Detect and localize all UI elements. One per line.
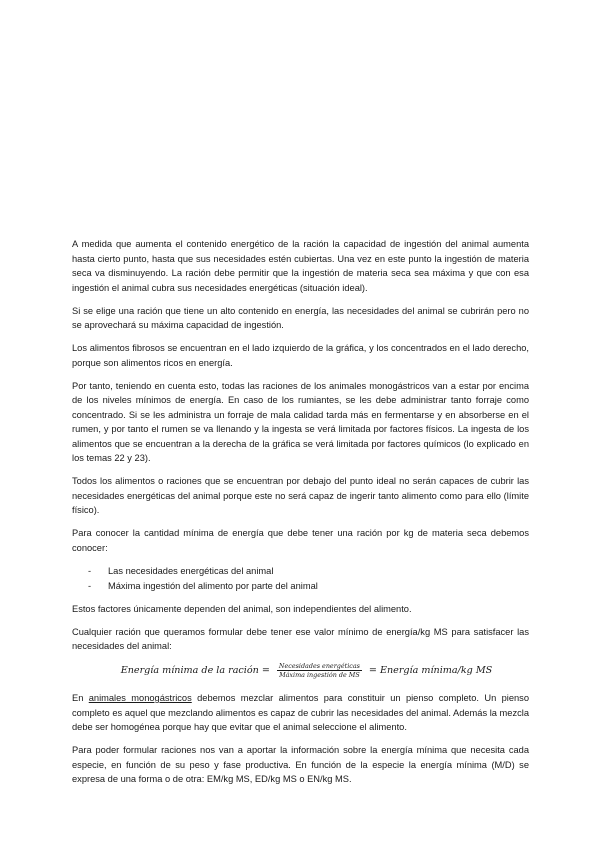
list-item — [72, 564, 529, 579]
list-item — [72, 579, 529, 594]
mono-suffix: debemos mezclar alimentos para constituir un pienso completo. Un pienso completo es aquel que mezclando alimentos es capaz de cubrir las necesidades del animal. Además la mezcla debe ser homogénea porque hay que evitar que el animal seleccione el alimento. — [72, 693, 529, 732]
paragraph-below-ideal-point: Todos los alimentos o raciones que se encuentran por debajo del punto ideal no serán capaces de cubrir las necesidades energéticas del animal porque este no será capaz de ingerir tanto alimento como para ello (límite físico). — [72, 476, 529, 515]
list-item-text: Las necesidades energéticas del animal — [108, 565, 274, 576]
paragraph-animal-factors: Estos factores únicamente dependen del animal, son independientes del alimento. — [72, 603, 412, 614]
paragraph-minimum-energy-intro: Para conocer la cantidad mínima de energía que debe tener una ración por kg de materia seca debemos conocer: — [72, 528, 529, 553]
formula-denominator: Máxima ingestión de MS — [279, 671, 360, 679]
paragraph-ration-formulation: Cualquier ración que queramos formular debe tener ese valor mínimo de energía/kg MS para satisfacer las necesidades del animal: — [72, 626, 529, 651]
formula-lhs: Energía mínima de la ración — [120, 665, 259, 676]
requirements-list — [72, 564, 529, 594]
dash-bullet: - — [88, 581, 92, 591]
paragraph-fibrous-foods: Los alimentos fibrosos se encuentran en el lado izquierdo de la gráfica, y los concentrados en el lado derecho, porque son alimentos ricos en energía. — [72, 343, 529, 368]
paragraph-monogastric-ruminants: Por tanto, teniendo en cuenta esto, todas las raciones de los animales monogástricos van a estar por encima de los niveles mínimos de energía. En caso de los rumiantes, se les debe administrar tanto forraje como concentrado. Si se les administra un forraje de mala calidad tarda más en fermentarse y en absorberse en el rumen, y por tanto el rumen se va llenando y la ingesta se verá limitada por factores físicos. La ingesta de los alimentos que se encuentran a la derecha de la gráfica se verá limitada por factores químicos (lo explicado en los temas 22 y 23). — [72, 380, 529, 463]
list-item-text: Máxima ingestión del alimento por parte del animal — [108, 581, 318, 591]
formula-equals: = — [368, 665, 377, 676]
paragraph-monogastric-feed — [72, 691, 529, 735]
formula-fraction — [277, 662, 362, 679]
formula-equals: = — [261, 665, 270, 676]
paragraph-ingestion-capacity: A medida que aumenta el contenido energético de la ración la capacidad de ingestión del animal aumenta hasta cierto punto, hasta que sus necesidades estén cubiertas. Una vez en este punto la ingestión de materia seca va disminuyendo. La ración debe permitir que la ingestión de materia seca sea máxima y que con esa ingestión el animal cubra sus necesidades energéticas (situación ideal). — [72, 239, 529, 293]
paragraph-high-energy-ration: Si se elige una ración que tiene un alto contenido en energía, las necesidades del animal se cubrirán pero no se aprovechará su máxima capacidad de ingestión. — [72, 305, 529, 330]
mono-prefix: En — [72, 693, 89, 703]
document-body — [72, 237, 529, 795]
energy-formula — [84, 662, 529, 679]
formula-numerator: Necesidades energéticas — [278, 662, 360, 670]
paragraph-energy-units: Para poder formular raciones nos van a aportar la información sobre la energía mínima que necesita cada especie, en función de su peso y fase productiva. En función de la especie la energía mínima (M/D) se expresa de una forma o de otra: EM/kg MS, ED/kg MS o EN/kg MS. — [72, 745, 529, 784]
underlined-term: animales monogástricos — [88, 693, 192, 703]
formula-rhs: Energía mínima/kg MS — [379, 665, 493, 676]
dash-bullet: - — [88, 565, 92, 576]
